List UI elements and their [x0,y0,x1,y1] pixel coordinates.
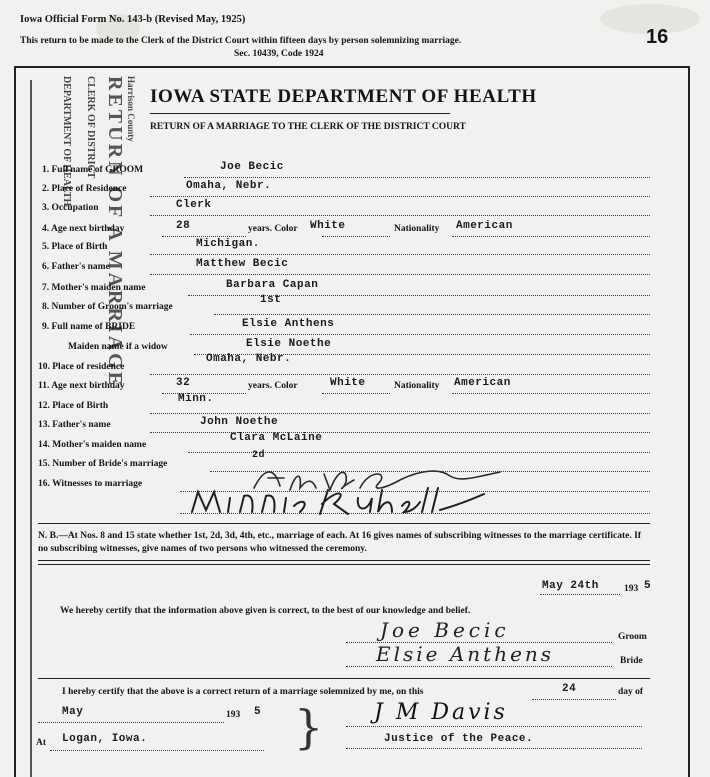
groom-nationality-label: Nationality [394,224,440,234]
bride-signature-label: Bride [620,656,643,666]
bride-name: Elsie Anthens [242,318,335,330]
certification-year-prefix: 193 [624,584,639,594]
title-rule [150,113,450,114]
bride-marriage-number-label: 15. Number of Bride's marriage [38,459,168,469]
top-border [14,66,690,68]
officiant-month: May [62,706,84,718]
officiant-year-suffix: 5 [254,706,262,718]
bride-age-label: 11. Age next birthday [38,381,125,391]
bride-nationality-line [452,393,650,394]
officiant-location-line [50,750,264,751]
groom-mother-line [188,295,650,296]
groom-age-line [162,236,246,237]
bride-name-line [190,334,650,335]
groom-occupation-label: 3. Occupation [42,203,99,213]
certification-date-line [540,594,620,595]
witness-signature-2 [188,484,488,518]
certification-statement: We hereby certify that the information above given is correct, to the best of our knowledge and belief. [60,606,471,616]
side-text-return: RETURN OF A MARRIAGE [104,76,126,389]
bride-age: 32 [176,377,191,389]
groom-birthplace: Michigan. [196,238,260,250]
officiant-signature: J M Davis [374,700,508,725]
groom-color-line [322,236,390,237]
brace-glyph: } [294,700,324,754]
groom-signature-label: Groom [618,632,647,642]
groom-age-label: 4. Age next birthday [42,224,125,234]
right-border [688,66,690,777]
bride-father-label: 13. Father's name [38,420,111,430]
groom-birthplace-line [150,254,650,255]
bride-nationality-label: Nationality [394,381,440,391]
side-text-county: Harrison County [126,76,136,142]
bride-color: White [330,377,366,389]
groom-father: Matthew Becic [196,258,289,270]
bride-birthplace: Minn. [178,393,214,405]
bride-years-color-label: years. Color [248,381,298,391]
certification-date: May 24th [542,580,599,592]
officiant-at-label: At [36,738,47,748]
bride-residence-label: 10. Place of residence [38,362,125,372]
form-subtitle: RETURN OF A MARRIAGE TO THE CLERK OF THE DISTRICT COURT [150,122,466,132]
certification-year-suffix: 5 [644,580,652,592]
groom-nationality: American [456,220,513,232]
groom-occupation-line [150,215,650,216]
side-text-clerk: CLERK OF DISTRICT [85,76,96,179]
inner-left-border [30,80,32,777]
groom-age: 28 [176,220,191,232]
groom-marriage-number-label: 8. Number of Groom's marriage [42,302,173,312]
groom-name-line [184,177,650,178]
officiant-day-of-label: day of [618,687,644,697]
groom-birthplace-label: 5. Place of Birth [42,242,108,252]
groom-name-label: 1. Full name of GROOM [42,165,144,175]
groom-residence: Omaha, Nebr. [186,180,272,192]
groom-marriage-number-line [214,314,650,315]
groom-years-color-label: years. Color [248,224,298,234]
officiant-year-prefix: 193 [226,710,241,720]
side-text-department: DEPARTMENT OF HEALTH [61,76,72,207]
officiant-day-line [532,699,616,700]
page-number: 16 [646,26,669,48]
bride-birthplace-label: 12. Place of Birth [38,401,109,411]
groom-mother-label: 7. Mother's maiden name [42,283,146,293]
bride-name-label: 9. Full name of BRIDE [42,322,136,332]
officiant-day: 24 [562,683,577,695]
marriage-note: N. B.—At Nos. 8 and 15 state whether 1st, 2d, 3d, 4th, etc., marriage of each. At 16 gives names of subscribing witnesses to the marriage certificate. If no subscribing witnesses, give names of two persons who witnessed the ceremony. [38,531,641,554]
note-divider-bottom [38,560,650,561]
bride-nationality: American [454,377,511,389]
bride-mother-label: 14. Mother's maiden name [38,440,147,450]
groom-father-line [150,274,650,275]
groom-name: Joe Becic [220,161,284,173]
officiant-title: Justice of the Peace. [384,733,534,745]
bride-birthplace-line [150,413,650,414]
groom-father-label: 6. Father's name [42,262,110,272]
note-divider-bottom-2 [38,564,650,565]
form-number: Iowa Official Form No. 143-b (Revised May, 1925) [20,14,246,25]
bride-father: John Noethe [200,416,279,428]
witnesses-label: 16. Witnesses to marriage [38,479,143,489]
officiant-month-line [38,722,224,723]
groom-marriage-number: 1st [260,294,282,306]
bride-residence: Omaha, Nebr. [206,353,292,365]
bride-signature: Elsie Anthens [376,642,555,666]
groom-mother: Barbara Capan [226,279,319,291]
groom-signature: Joe Becic [380,618,510,642]
groom-nationality-line [452,236,650,237]
bride-marriage-number: 2d [252,450,266,461]
groom-residence-line [150,196,650,197]
note-divider-top [38,523,650,524]
bride-father-line [150,432,650,433]
bride-maiden-name: Elsie Noethe [246,338,332,350]
officiant-location: Logan, Iowa. [62,733,148,745]
department-title: IOWA STATE DEPARTMENT OF HEALTH [150,86,537,107]
bride-residence-line [150,374,650,375]
return-instruction: This return to be made to the Clerk of the District Court within fifteen days by person solemnizing marriage. [20,36,462,46]
officiant-title-line [346,748,642,749]
officiant-divider [38,678,650,679]
groom-occupation: Clerk [176,199,212,211]
section-reference: Sec. 10439, Code 1924 [234,49,324,59]
bride-mother: Clara McLaine [230,432,323,444]
bride-signature-line [346,666,612,667]
bride-maiden-name-label: Maiden name if a widow [68,342,168,352]
groom-color: White [310,220,346,232]
groom-residence-label: 2. Place of Residence [42,184,127,194]
officiant-statement: I hereby certify that the above is a correct return of a marriage solemnized by me, on this [62,687,424,697]
left-border [14,66,16,777]
officiant-signature-line [346,726,642,727]
bride-color-line [322,393,390,394]
